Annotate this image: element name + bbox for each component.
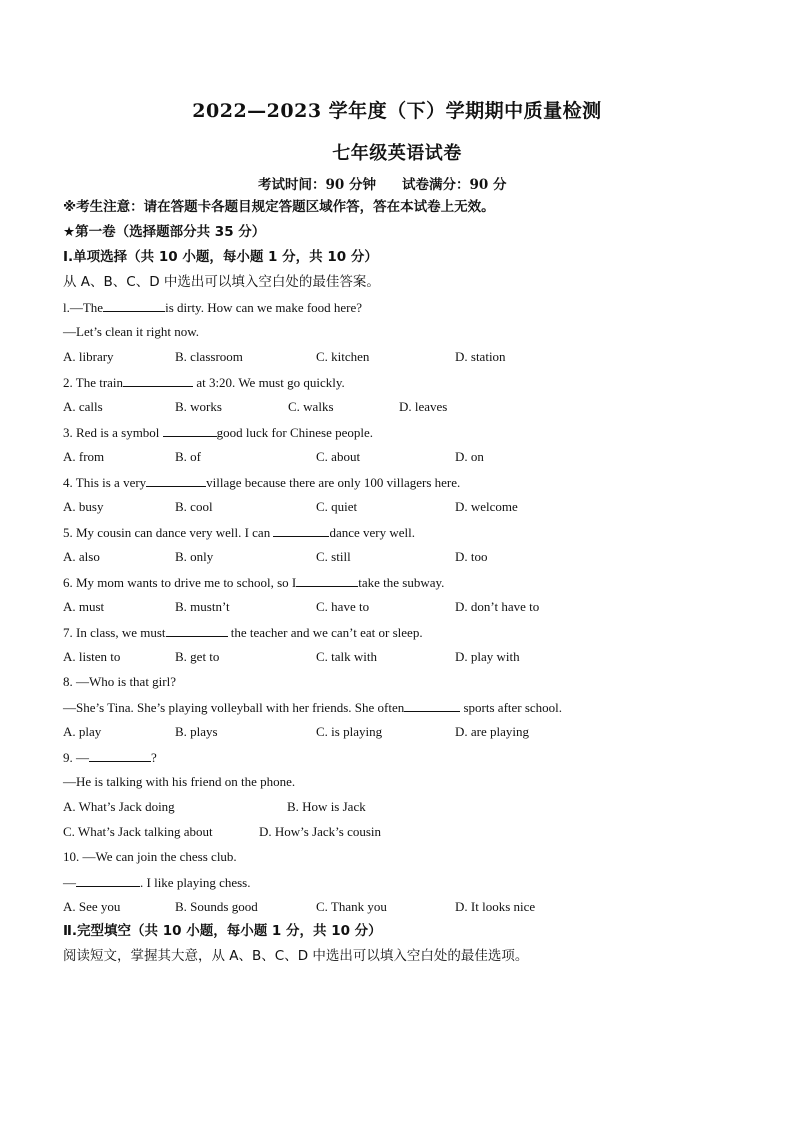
question-4: 4. This is a very village because there are only 100 villagers here. (63, 475, 461, 490)
question-10: 10. —We can join the chess club. (63, 849, 237, 864)
q4-option-b: B. cool (175, 499, 213, 514)
q6-option-c: C. have to (316, 599, 370, 614)
q5-option-a: A. also (63, 549, 100, 564)
notice: ※考生注意：请在答题卡各题目规定答题区域作答，答在本试卷上无效。 (63, 199, 495, 215)
q8-option-a: A. play (63, 724, 102, 739)
q1-option-a: A. library (63, 349, 114, 364)
answer-blank (76, 874, 140, 887)
q6-option-d: D. don’t have to (455, 599, 540, 614)
question-8-reply: —She’s Tina. She’s playing volleyball with her friends. She often sports after school. (63, 700, 563, 715)
section2-instruction: 阅读短文，掌握其大意，从 A、B、C、D 中选出可以填入空白处的最佳选项。 (63, 948, 529, 964)
q10-option-b: B. Sounds good (175, 899, 258, 914)
q1-option-d: D. station (455, 349, 506, 364)
answer-blank (123, 374, 193, 387)
q4-option-c: C. quiet (316, 499, 358, 514)
q9-option-b: B. How is Jack (287, 799, 366, 814)
q6-option-b: B. mustn’t (175, 599, 230, 614)
q8-option-d: D. are playing (455, 724, 530, 739)
question-8: 8. —Who is that girl? (63, 674, 177, 689)
q3-option-c: C. about (316, 449, 361, 464)
exam-time: 考试时间：90 分钟 (258, 177, 376, 193)
q3-option-a: A. from (63, 449, 105, 464)
q4-option-d: D. welcome (455, 499, 518, 514)
answer-blank (273, 524, 329, 537)
q10-option-d: D. It looks nice (455, 899, 536, 914)
q9-option-c: C. What’s Jack talking about (63, 824, 213, 839)
exam-title: 2022—2023 学年度（下）学期期中质量检测 (192, 100, 602, 122)
q4-option-a: A. busy (63, 499, 104, 514)
q5-option-b: B. only (175, 549, 214, 564)
question-3: 3. Red is a symbol good luck for Chinese people. (63, 425, 373, 440)
q8-option-c: C. is playing (316, 724, 383, 739)
q2-option-d: D. leaves (399, 399, 448, 414)
question-1-reply: —Let’s clean it right now. (63, 324, 199, 339)
q7-option-a: A. listen to (63, 649, 121, 664)
q2-option-c: C. walks (288, 399, 334, 414)
full-score: 试卷满分：90 分 (402, 177, 507, 193)
q10-option-c: C. Thank you (316, 899, 387, 914)
exam-subtitle: 七年级英语试卷 (332, 143, 462, 164)
q3-option-d: D. on (455, 449, 484, 464)
q2-option-b: B. works (175, 399, 222, 414)
question-7: 7. In class, we must the teacher and we can’t eat or sleep. (63, 625, 423, 640)
q10-option-a: A. See you (63, 899, 121, 914)
answer-blank (404, 699, 460, 712)
answer-blank (146, 474, 206, 487)
q5-option-d: D. too (455, 549, 488, 564)
answer-blank (166, 624, 228, 637)
q5-option-c: C. still (316, 549, 351, 564)
q9-option-d: D. How’s Jack’s cousin (259, 824, 382, 839)
exam-meta (258, 173, 507, 193)
question-5: 5. My cousin can dance very well. I can dance very well. (63, 525, 415, 540)
question-6: 6. My mom wants to drive me to school, so I take the subway. (63, 575, 445, 590)
answer-blank (163, 424, 217, 437)
question-9: 9. — ? (63, 750, 157, 765)
q7-option-c: C. talk with (316, 649, 378, 664)
answer-blank (103, 299, 165, 312)
q1-option-b: B. classroom (175, 349, 243, 364)
question-9-reply: —He is talking with his friend on the phone. (63, 774, 296, 789)
q3-option-b: B. of (175, 449, 201, 464)
part-one-heading: ★第一卷（选择题部分共 35 分） (63, 224, 266, 240)
question-10-reply: — . I like playing chess. (63, 875, 251, 890)
q6-option-a: A. must (63, 599, 105, 614)
section1-heading: Ⅰ.单项选择（共 10 小题，每小题 1 分，共 10 分） (63, 249, 378, 265)
q8-option-b: B. plays (175, 724, 218, 739)
question-1: l.—The is dirty. How can we make food here? (63, 300, 363, 315)
section2-heading: Ⅱ.完型填空（共 10 小题，每小题 1 分，共 10 分） (63, 923, 382, 939)
q2-option-a: A. calls (63, 399, 103, 414)
question-2: 2. The train at 3:20. We must go quickly. (63, 375, 345, 390)
q7-option-b: B. get to (175, 649, 220, 664)
q7-option-d: D. play with (455, 649, 520, 664)
section1-instruction: 从 A、B、C、D 中选出可以填入空白处的最佳答案。 (63, 274, 380, 290)
answer-blank (89, 749, 151, 762)
q9-option-a: A. What’s Jack doing (63, 799, 175, 814)
q1-option-c: C. kitchen (316, 349, 370, 364)
answer-blank (296, 574, 358, 587)
